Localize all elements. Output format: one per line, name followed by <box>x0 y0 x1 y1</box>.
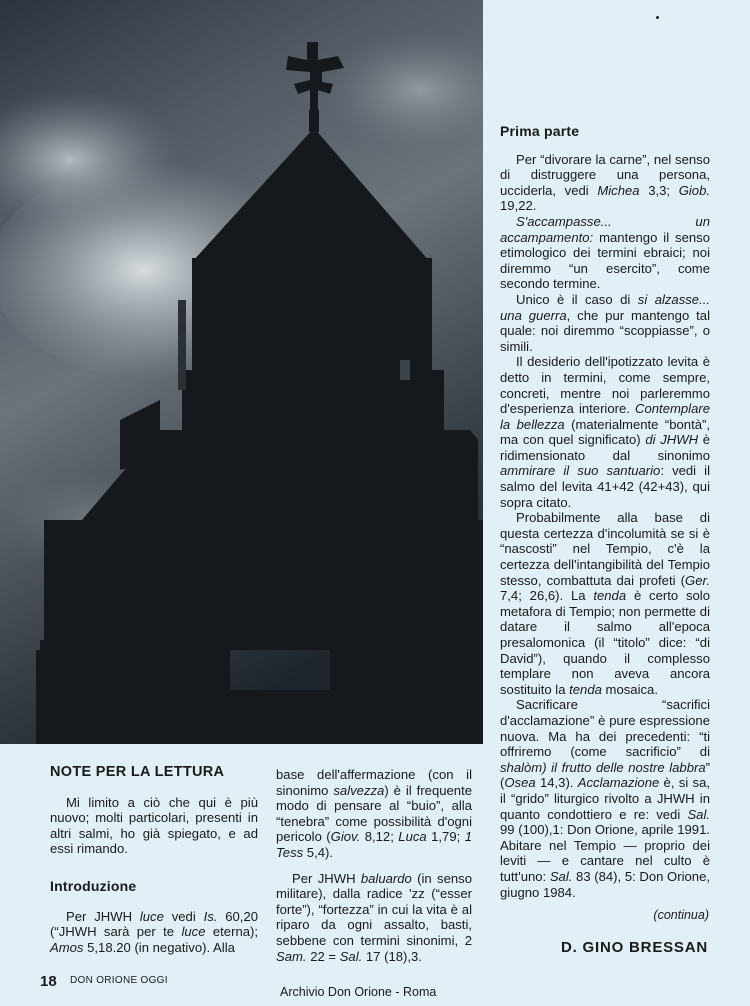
notes-column <box>50 765 258 955</box>
introduzione-heading: Introduzione <box>50 877 137 894</box>
page-number: 18 <box>40 973 57 990</box>
right-paragraph-1: Per “divorare la carne”, nel senso di distruggere una persona, ucciderla, vedi Michea 3,3; Giob. 19,22. <box>500 151 710 214</box>
middle-paragraph-1: base dell'affermazione (con il sinonimo salvezza) è il frequente modo di pensare al “buio”, alla “tenebra” come possibilità d'ogni pericolo (Giov. 8,12; Luca 1,79; 1 Tess 5,4). <box>276 767 473 860</box>
notes-intro-paragraph: Mi limito a ciò che qui è più nuovo; molti particolari, presenti in altri salmi, ho già spiegato, e ad essi rimando. <box>50 794 258 857</box>
notes-heading: NOTE PER LA LETTURA <box>50 764 225 780</box>
middle-column <box>276 767 472 964</box>
magazine-name: DON ORIONE OGGI <box>70 975 168 986</box>
middle-paragraph-2: Per JHWH baluardo (in senso militare), dalla radice 'zz (“esser forte”), “fortezza” in cui la vita è al riparo da ogni assalto, basti, sebbene con termini sinonimi, 2 Sam. 22 = Sal. 17 (18),3. <box>276 870 472 964</box>
continua-label: (continua) <box>653 908 709 922</box>
bell-tower-photo <box>0 0 483 744</box>
author-signature: D. GINO BRESSAN <box>560 939 708 956</box>
right-paragraph-5: Probabilmente alla base di questa certezza d'incolumità se si è “nascosti” nel Tempio, c'è la certezza dell'intangibilità del Tempio stesso, combattuta dai profeti (Ger. 7,4; 26,6). La tenda è certo solo metafora di Tempio; non permette di datare il salmo all'epoca presalomonica (il “titolo” dice: “di David”), quando il complesso templare non aveva ancora sostituito la tenda mosaica. <box>500 510 710 697</box>
right-paragraph-4: Il desiderio dell'ipotizzato levita è detto in termini, come sempre, concreti, mentre noi parleremmo d'esperienza interiore. Contemplare la bellezza (materialmente “bontà”, ma con quel significato) di JHWH è ridimensionato dal sinonimo ammirare il suo santuario: vedi il salmo del levita 41+42 (42+43), qui sopra citato. <box>500 354 710 510</box>
right-paragraph-3: Unico è il caso di si alzasse... una guerra, che pur mantengo tal quale: noi diremmo “scoppiasse”, o simili. <box>500 291 710 354</box>
introduzione-paragraph: Per JHWH luce vedi Is. 60,20 (“JHWH sarà per te luce eterna); Amos 5,18.20 (in negativo). Alla <box>50 908 259 955</box>
ink-dot <box>656 16 659 19</box>
right-column <box>500 124 710 900</box>
right-paragraph-2: S'accampasse... un accampamento: mantengo il senso etimologico dei termini ebraici; noi diremmo “un esercito”, come secondo termine. <box>500 213 710 292</box>
prima-parte-heading: Prima parte <box>500 123 580 139</box>
archive-credit: Archivio Don Orione - Roma <box>280 985 437 999</box>
right-paragraph-6: Sacrificare “sacrifici d'acclamazione” è pure espressione nuova. Ma ha dei precedenti: “ti offriremo (come sacrificio” di shalòm) il frutto delle nostre labbra” (Osea 14,3). Acclamazione è, si sa, il “grido” liturgico rivolto a JHWH in quanto condottiero e re: vedi Sal. 99 (100),1: Don Orione, aprile 1991. Abitare nel Tempio — proprio dei leviti — e cantare nel culto è tutt'uno: Sal. 83 (84), 5: Don Orione, giugno 1984. <box>500 697 710 900</box>
